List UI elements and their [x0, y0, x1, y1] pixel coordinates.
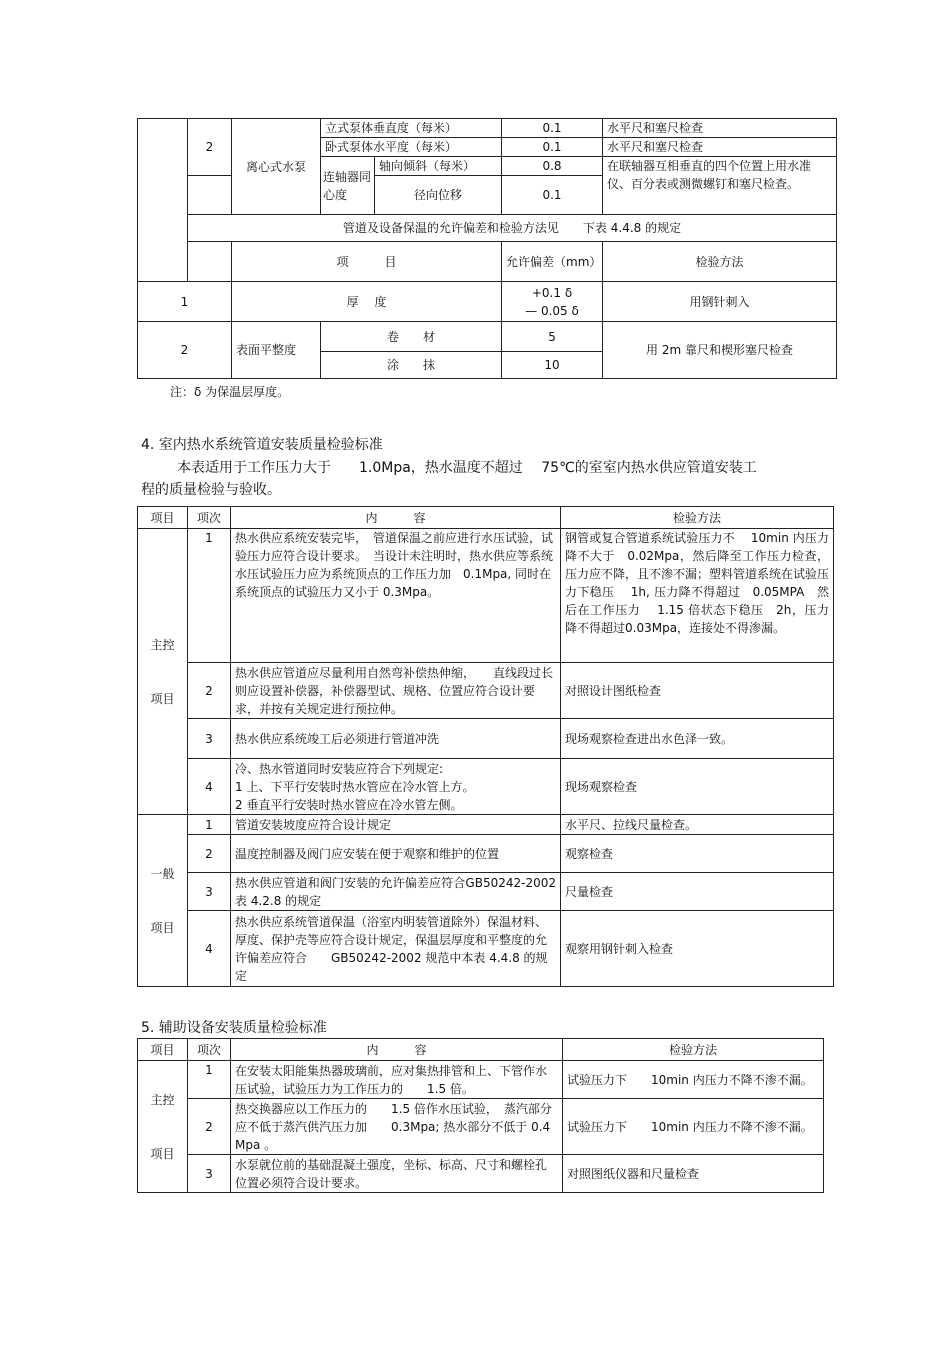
method-cell: 在联轴器互相垂直的四个位置上用水准仪、百分表或测微螺钉和塞尺检查。 [603, 157, 837, 215]
content-cell: 水泵就位前的基础混凝土强度，坐标、标高、尺寸和螺栓孔位置必须符合设计要求。 [231, 1155, 563, 1193]
method-cell: 试验压力下 10min 内压力不降不渗不漏。 [563, 1061, 824, 1099]
tolerance-cell: 0.1 [502, 176, 603, 215]
pump-insulation-table [137, 118, 837, 379]
tolerance-cell: 0.8 [502, 157, 603, 176]
blank-cell [188, 176, 232, 215]
row-no: 1 [138, 282, 232, 322]
item-cell: 厚 度 [232, 282, 502, 322]
row-no: 3 [188, 873, 231, 911]
header-seq: 项次 [188, 1039, 231, 1061]
method-cell: 水平尺和塞尺检查 [603, 138, 837, 157]
hot-water-table [137, 506, 834, 987]
content-cell: 热水供应系统竣工后必须进行管道冲洗 [231, 719, 561, 759]
coupling-label: 连轴器同心度 [321, 157, 375, 215]
header-method: 检验方法 [561, 507, 834, 529]
item-cell: 卧式泵体水平度（每米） [321, 138, 502, 157]
header-method: 检验方法 [603, 242, 837, 282]
header-content: 内 容 [231, 507, 561, 529]
row-no: 3 [188, 719, 231, 759]
blank-cell [188, 242, 232, 282]
method-cell: 观察用钢针刺入检查 [561, 911, 834, 987]
row-no: 1 [188, 815, 231, 835]
method-cell: 钢管或复合管道系统试验压力不 10min 内压力降不大于 0.02Mpa，然后降至工作压力检查，压力应不降，且不渗不漏；塑料管道系统在试验压力下稳压 1h, 压力降不得超过 0.05MPA 然后在工作压力 1.15 倍状态下稳压 2h，压力降不得超过0.03Mpa，连接处不得渗漏。 [561, 529, 834, 663]
tolerance-cell: 10 [502, 352, 603, 379]
row-no: 1 [188, 1061, 231, 1099]
intro-paragraph [141, 457, 841, 501]
header-content: 内 容 [231, 1039, 563, 1061]
method-cell: 水平尺和塞尺检查 [603, 119, 837, 138]
row-no: 3 [188, 1155, 231, 1193]
header-method: 检验方法 [563, 1039, 824, 1061]
tolerance-cell: +0.1 δ — 0.05 δ [502, 282, 603, 322]
item-cell: 立式泵体垂直度（每米） [321, 119, 502, 138]
content-cell: 热交换器应以工作压力的 1.5 倍作水压试验， 蒸汽部分应不低于蒸汽供汽压力加 0.3Mpa; 热水部分不低于 0.4 Mpa 。 [231, 1099, 563, 1155]
row-no: 4 [188, 911, 231, 987]
content-cell: 热水供应系统管道保温（浴室内明装管道除外）保温材料、厚度、保护壳等应符合设计规定，保温层厚度和平整度的允许偏差应符合 GB50242-2002 规范中本表 4.4.8 的规定 [231, 911, 561, 987]
content-cell: 温度控制器及阀门应安装在便于观察和维护的位置 [231, 835, 561, 873]
header-item: 项 目 [232, 242, 502, 282]
content-cell: 热水供应系统安装完毕， 管道保温之前应进行水压试验，试验压力应符合设计要求。 当设计未注明时，热水供应等系统水压试验压力应为系统顶点的工作压力加 0.1Mpa, 同时在系统顶点的试验压力又小于 0.3Mpa。 [231, 529, 561, 663]
tolerance-cell: 0.1 [502, 119, 603, 138]
section-title: 5. 辅助设备安装质量检验标准 [141, 1020, 327, 1036]
method-cell: 水平尺、拉线尺量检查。 [561, 815, 834, 835]
group-general: 一般 项目 [138, 815, 188, 987]
sub-item-cell: 涂 抹 [321, 352, 502, 379]
group-main-control: 主控 项目 [138, 1061, 188, 1193]
content-cell: 冷、热水管道同时安装应符合下列规定: 1 上、下平行安装时热水管应在冷水管上方。 2 垂直平行安装时热水管应在冷水管左侧。 [231, 759, 561, 815]
row-no: 2 [188, 835, 231, 873]
row-no: 4 [188, 759, 231, 815]
tolerance-cell: 5 [502, 322, 603, 352]
intro-line: 程的质量检验与验收。 [141, 482, 281, 498]
section-title: 4. 室内热水系统管道安装质量检验标准 [141, 437, 383, 453]
header-item: 项目 [138, 507, 188, 529]
row-no: 2 [138, 322, 232, 379]
intro-line: 本表适用于工作压力大于 1.0Mpa，热水温度不超过 75℃的室室内热水供应管道安装工 [177, 460, 757, 476]
method-cell: 试验压力下 10min 内压力不降不渗不漏。 [563, 1099, 824, 1155]
row-no: 2 [188, 119, 232, 176]
blank-cell [138, 119, 188, 282]
item-cell: 轴向倾斜（每米） [375, 157, 502, 176]
content-cell: 热水供应管道应尽量利用自然弯补偿热伸缩， 直线段过长则应设置补偿器，补偿器型试、规格、位置应符合设计要求，并按有关规定进行预拉伸。 [231, 663, 561, 719]
method-cell: 对照图纸仪器和尺量检查 [563, 1155, 824, 1193]
header-item: 项目 [138, 1039, 188, 1061]
header-tolerance: 允许偏差（mm） [502, 242, 603, 282]
content-cell: 在安装太阳能集热器玻璃前，应对集热排管和上、下管作水压试验，试验压力为工作压力的 1.5 倍。 [231, 1061, 563, 1099]
content-cell: 管道安装坡度应符合设计规定 [231, 815, 561, 835]
auxiliary-equipment-table [137, 1038, 824, 1193]
method-cell: 现场观察检查进出水色泽一致。 [561, 719, 834, 759]
method-cell: 对照设计图纸检查 [561, 663, 834, 719]
item-cell: 径向位移 [375, 176, 502, 215]
item-cell: 表面平整度 [232, 322, 321, 379]
content-cell: 热水供应管道和阀门安装的允许偏差应符合GB50242-2002 表 4.2.8 的规定 [231, 873, 561, 911]
row-no: 2 [188, 663, 231, 719]
header-seq: 项次 [188, 507, 231, 529]
sub-item-cell: 卷 材 [321, 322, 502, 352]
row-no: 1 [188, 529, 231, 663]
tolerance-cell: 0.1 [502, 138, 603, 157]
method-cell: 用 2m 靠尺和楔形塞尺检查 [603, 322, 837, 379]
method-cell: 现场观察检查 [561, 759, 834, 815]
method-cell: 尺量检查 [561, 873, 834, 911]
row-no: 2 [188, 1099, 231, 1155]
method-cell: 用钢针刺入 [603, 282, 837, 322]
group-main-control: 主控 项目 [138, 529, 188, 815]
pump-name: 离心式水泵 [232, 119, 321, 215]
method-cell: 观察检查 [561, 835, 834, 873]
footnote: 注：δ 为保温层厚度。 [170, 385, 290, 399]
insulation-note: 管道及设备保温的允许偏差和检验方法见 下表 4.4.8 的规定 [188, 215, 837, 242]
